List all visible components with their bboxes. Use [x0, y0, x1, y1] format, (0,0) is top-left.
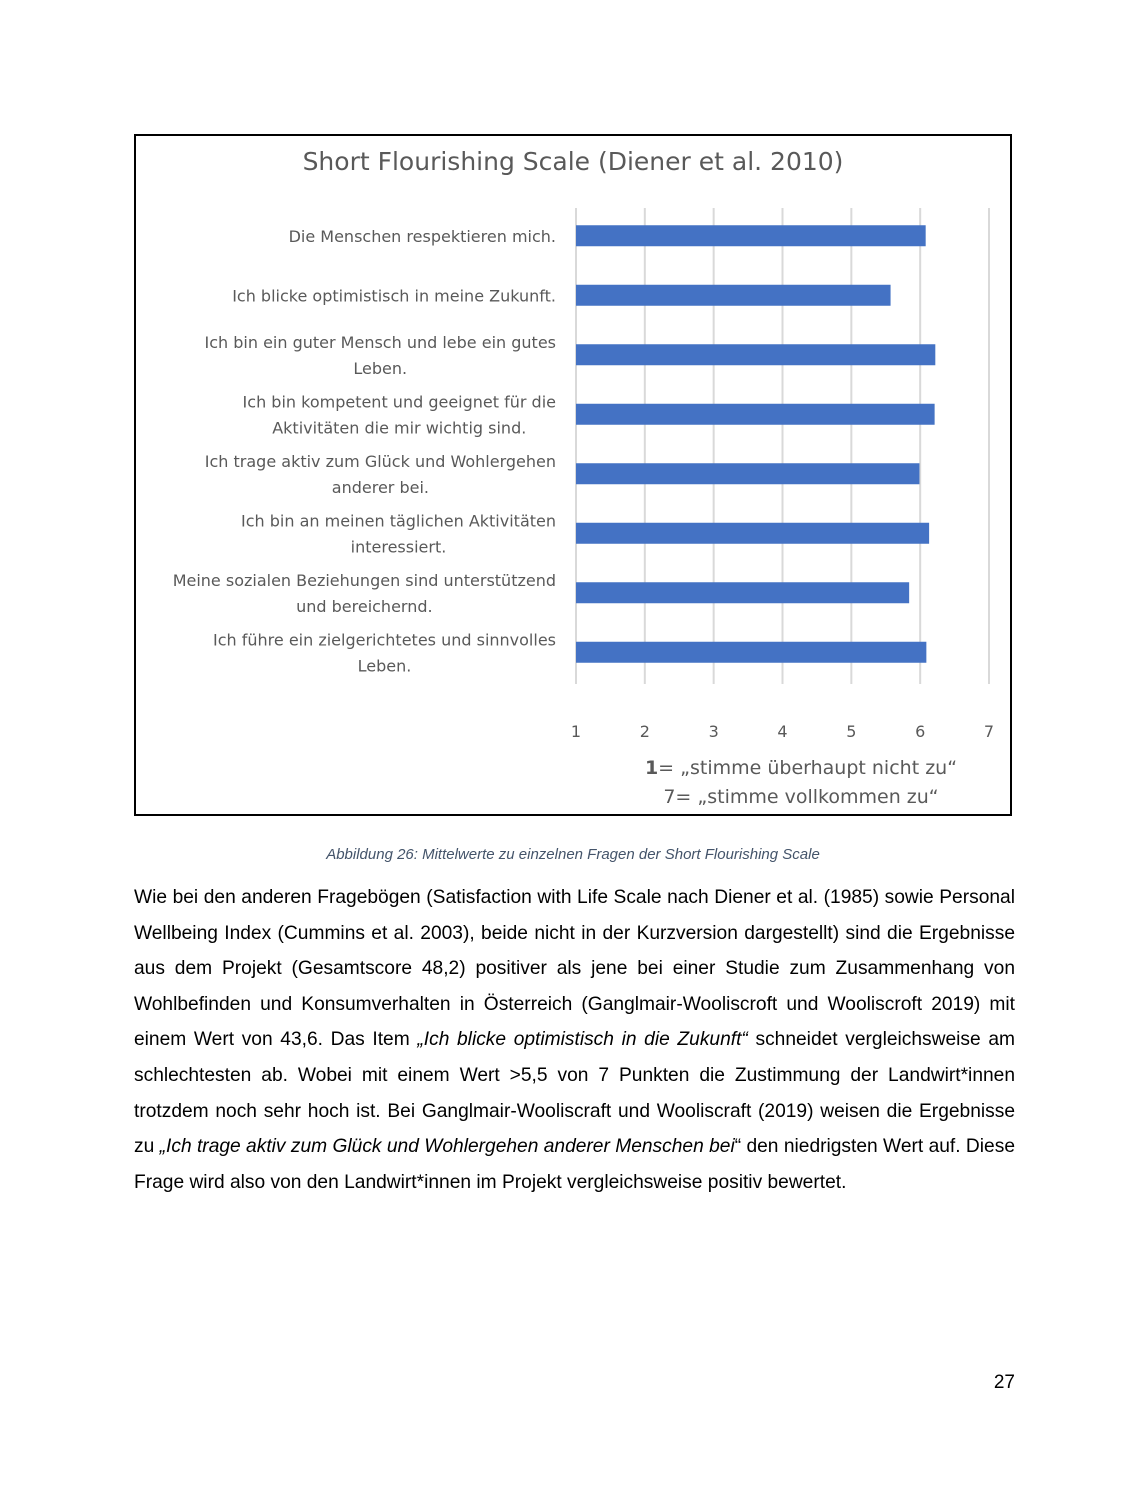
axis-note-line-2: 7= „stimme vollkommen zu“: [663, 786, 939, 808]
paragraph-part-1: Wie bei den anderen Fragebögen (Satisfaction with Life Scale nach Diener et al. (1985) sowie Personal Wellbeing Index (Cummins et al. 2003), beide nicht in der Kurzversion dargestellt) sind die Ergebnisse aus dem Projekt (Gesamtscore 48,2) positiver als jene bei einer Studie zum Zusammenhang von Wohlbefinden und Konsumverhalten in Österreich (Ganglmair-Wooliscroft und Wooliscroft 2019) mit einem Wert von 43,6. Das Item: [134, 887, 1015, 1051]
bar: [576, 285, 891, 306]
page-number: 27: [993, 1372, 1015, 1393]
bar: [576, 404, 935, 425]
category-label: Ich blicke optimistisch in meine Zukunft.: [232, 286, 556, 306]
bar: [576, 344, 935, 365]
category-label: Ich führe ein zielgerichtetes und sinnvolles Leben.: [213, 630, 556, 676]
chart-title: Short Flourishing Scale (Diener et al. 2010): [302, 147, 844, 176]
x-tick-label: 3: [708, 722, 719, 741]
body-paragraph: [134, 880, 1015, 1200]
bar: [576, 225, 926, 246]
paragraph-part-3: “ den niedrigsten Wert auf. Diese Frage wird also von den Landwirt*innen im Projekt vergleichsweise positiv bewertet.: [134, 1136, 1015, 1193]
x-tick-label: 4: [777, 722, 788, 741]
category-label: Ich bin ein guter Mensch und lebe ein gutes Leben.: [204, 332, 556, 378]
x-tick-label: 2: [639, 722, 650, 741]
x-tick-label: 5: [846, 722, 857, 741]
category-label: Ich bin kompetent und geeignet für die Aktivitäten die mir wichtig sind.: [242, 392, 556, 438]
category-label: Meine sozialen Beziehungen sind unterstützend und bereichernd.: [172, 570, 556, 616]
flourishing-bar-chart: [136, 136, 1010, 814]
category-label: Die Menschen respektieren mich.: [288, 226, 556, 246]
axis-note-line-1: 1= „stimme überhaupt nicht zu“: [644, 757, 958, 779]
item-quote-1: „Ich blicke optimistisch in die Zukunft“: [417, 1029, 748, 1051]
figure-caption: Abbildung 26: Mittelwerte zu einzelnen Fragen der Short Flourishing Scale: [326, 846, 820, 863]
bar: [576, 523, 929, 544]
x-tick-label: 1: [570, 722, 582, 741]
x-tick-label: 7: [983, 722, 995, 741]
chart-frame: [134, 134, 1012, 816]
paragraph-part-2: schneidet vergleichsweise am schlechtesten ab. Wobei mit einem Wert >5,5 von 7 Punkten die Zustimmung der Landwirt*innen trotzdem noch sehr hoch ist. Bei Ganglmair-Wooliscraft und Wooliscraft (2019) weisen die Ergebnisse zu: [134, 1029, 1016, 1158]
bar: [576, 582, 909, 603]
item-quote-2: „Ich trage aktiv zum Glück und Wohlergehen anderer Menschen bei: [159, 1136, 735, 1158]
bar: [576, 463, 919, 484]
category-label: Ich bin an meinen täglichen Aktivitäten interessiert.: [241, 511, 556, 557]
bar: [576, 642, 926, 663]
x-tick-label: 6: [915, 722, 926, 741]
category-label: Ich trage aktiv zum Glück und Wohlergehen anderer bei.: [204, 451, 556, 497]
